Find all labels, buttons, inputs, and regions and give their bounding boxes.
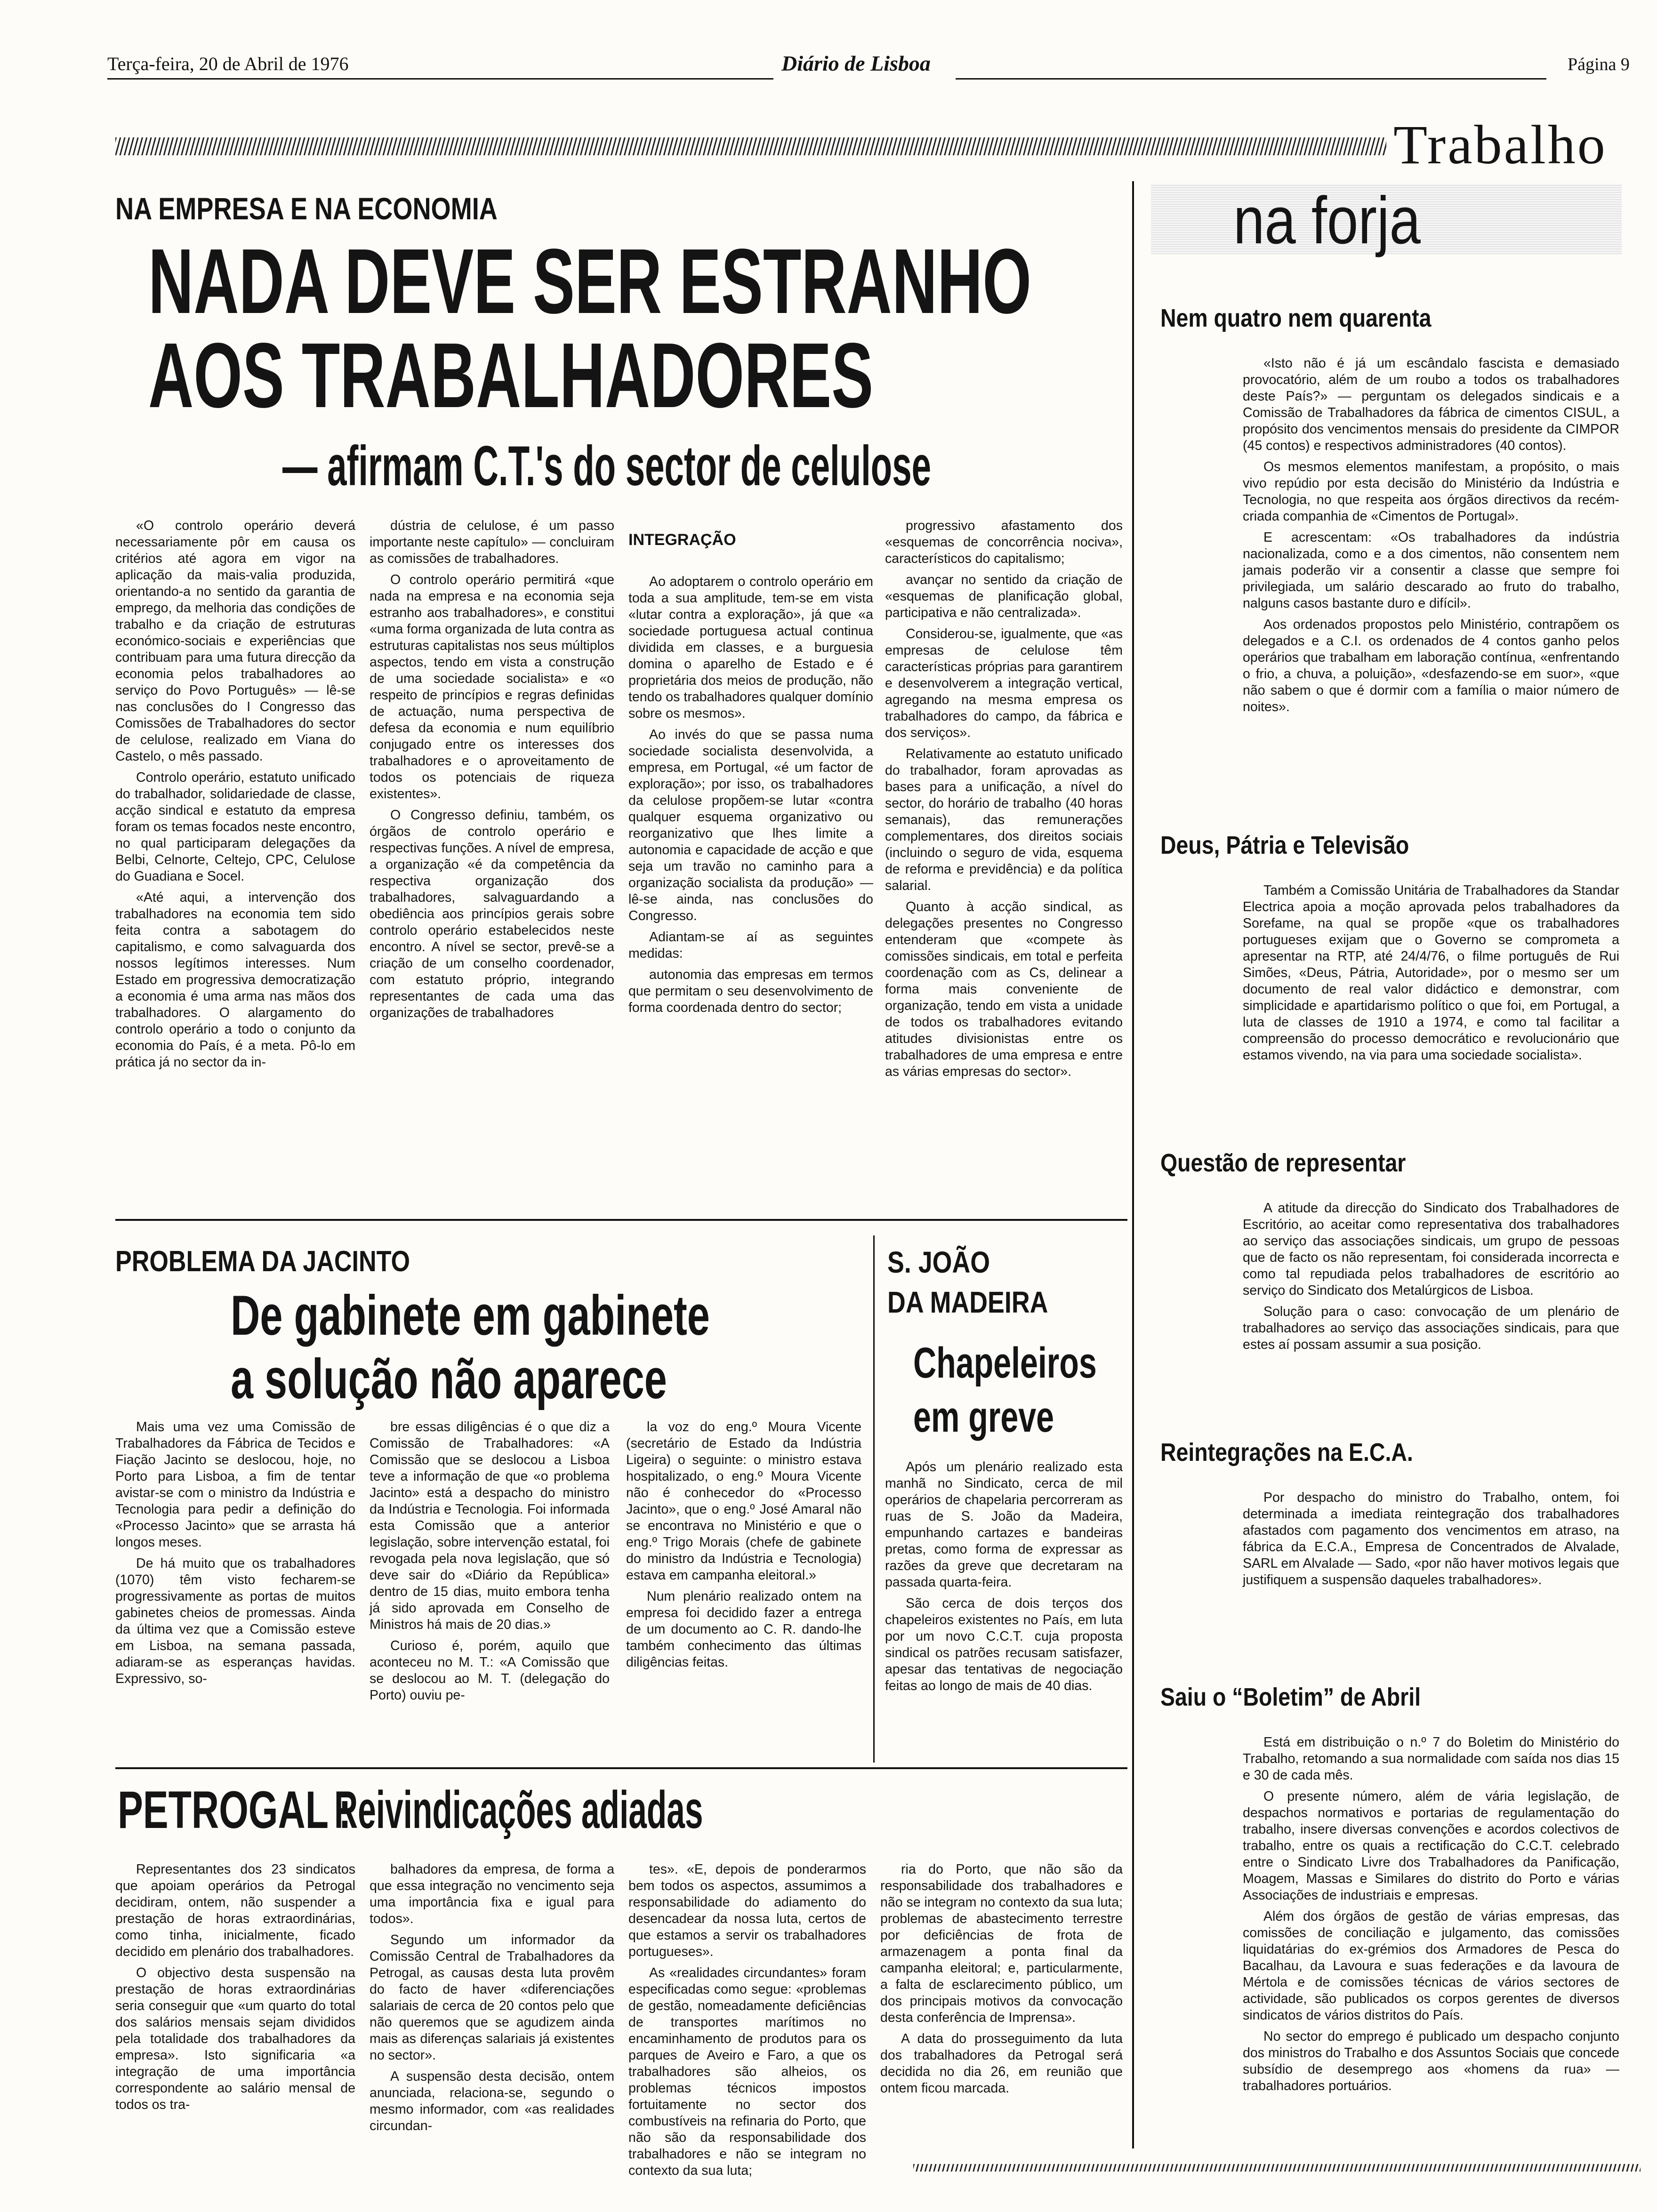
paragraph: Relativamente ao estatuto unificado do trabalhador, foram aprovadas as bases para a unificação, a nível do sector, do horário de trabalho (40 horas semanais), das remunerações complementares, dos direitos sociais (incluindo o seguro de vida, esquema de reforma e previdência) e da política salarial. [885,746,1123,893]
paragraph: dústria de celulose, é um passo importante neste capítulo» — concluiram as comissões de trabalhadores. [370,518,614,566]
lead-subhead: — afirmam C.T.'s do sector de celulose [282,434,931,497]
jacinto-column-1 [115,1419,355,1758]
paragraph: Os mesmos elementos manifestam, a propósito, o mais vivo repúdio por esta decisão do Ministério da Indústria e Tecnologia, no que respeita aos órgãos directivos da recém-criada companhia de «Cimentos de Portugal». [1243,459,1619,524]
sidebar-s5-title: Saiu o “Boletim” de Abril [1160,1683,1421,1711]
paragraph: autonomia das empresas em termos que permitam o seu desenvolvimento de forma coordenada dentro do sector; [628,967,873,1015]
paragraph: Adiantam-se aí as seguintes medidas: [628,930,873,961]
paragraph: O objectivo desta suspensão na prestação de horas extraordinárias seria conseguir que «um quarto do total dos salários mensais sejam divididos pela totalidade dos trabalhadores da empresa». Isto significaria «a integração de uma importância correspondente ao salário mensal de todos os tra- [115,1965,355,2112]
sidebar-s2-title: Deus, Pátria e Televisão [1160,831,1409,859]
sidebar-s3-text [1243,1200,1619,1407]
paragraph: Por despacho do ministro do Trabalho, ontem, foi determinada a imediata reintegração dos trabalhadores afastados com pagamento dos vencimentos em atraso, na fábrica da E.C.A., Empresa de Concentrados de Alvalade, SARL em Alvalade — Sado, «por não haver motivos legais que justifiquem a suspensão daqueles trabalhadores». [1243,1490,1619,1587]
lead-column-2 [370,518,614,1200]
lead-column-3 [628,518,873,1200]
paragraph: «O controlo operário deverá necessariamente pôr em causa os critérios até agora em vigor na aplicação da mais-valia produzida, orientando-a no sentido da garantia de emprego, da melhoria das condições de trabalho e da criação de estruturas económico-sociais e experiências que contribuam para uma futura direcção da economia pelos trabalhadores ao serviço do Povo Português» — lê-se nas conclusões do I Congresso das Comissões de Trabalhadores do sector de celulose, realizado em Viana do Castelo, o mês passado. [115,518,355,764]
jacinto-kicker: PROBLEMA DA JACINTO [115,1245,410,1278]
sidebar-s2-text [1243,882,1619,1146]
paragraph: Controlo operário, estatuto unificado do trabalhador, solidariedade de classe, acção sindical e estatuto da empresa foram os temas focados neste encontro, no qual participaram delegações da Belbi, Celnorte, Celtejo, CPC, Celulose do Guadiana e Socel. [115,770,355,884]
sidebar-box-title: na forja [1233,183,1421,258]
jacinto-column-3 [626,1419,861,1758]
paragraph: São cerca de dois terços dos chapeleiros existentes no País, em luta por um novo C.C.T. cuja proposta sindical os patrões recusam satisfazer, apesar das tentativas de negociação feitas ao longo de mais de 40 dias. [885,1596,1123,1693]
sjoao-kicker-line1: S. JOÃO [887,1245,990,1279]
paragraph: la voz do eng.º Moura Vicente (secretário de Estado da Indústria Ligeira) o seguinte: o ministro estava hospitalizado, o eng.º Moura Vicente não é conhecedor do «Processo Jacinto», que o eng.º José Amaral não se encontrava no Ministério e que o eng.º Trigo Morais (chefe de gabinete do ministro da Indústria e Tecnologia) estava em campanha eleitoral.» [626,1419,861,1583]
masthead-rule-right [956,78,1546,80]
paragraph: A atitude da direcção do Sindicato dos Trabalhadores de Escritório, ao aceitar como representativa dos trabalhadores ao serviço das associações sindicais, um grupo de pessoas que de facto os não representam, foi considerada incorrecta e como tal repudiada pelos trabalhadores de escritório ao serviço do Sindicato dos Metalúrgicos de Lisboa. [1243,1201,1619,1298]
paragraph: Mais uma vez uma Comissão de Trabalhadores da Fábrica de Tecidos e Fiação Jacinto se deslocou, hoje, no Porto para Lisboa, a fim de tentar avistar-se com o ministro da Indústria e Tecnologia para pedir a definição do «Processo Jacinto» que se arrasta há longos meses. [115,1419,355,1550]
sidebar-divider [1132,181,1134,2148]
petrogal-column-2 [370,1861,614,2163]
sjoao-kicker-line2: DA MADEIRA [887,1285,1048,1319]
sidebar-s1-title: Nem quatro nem quarenta [1160,304,1432,332]
paragraph: Está em distribuição o n.º 7 do Boletim do Ministério do Trabalho, retomando a sua normalidade com saída nos dias 15 e 30 de cada mês. [1243,1735,1619,1783]
paragraph: Considerou-se, igualmente, que «as empresas de celulose têm características próprias para garantirem e desenvolverem a integração vertical, agregando na mesma empresa os trabalhadores do campo, da fábrica e dos serviços». [885,626,1123,740]
paragraph: O Congresso definiu, também, os órgãos de controlo operário e respectivas funções. A nível de empresa, a organização «é da competência da respectiva organização dos trabalhadores, salvaguardando a obediência aos princípios gerais sobre controlo operário estabelecidos neste encontro. A nível se sector, prevê-se a criação de um conselho coordenador, com estatuto próprio, integrando representantes de cada uma das organizações de trabalhadores [370,808,614,1020]
paragraph: Aos ordenados propostos pelo Ministério, contrapõem os delegados e a C.I. os ordenados de 4 contos ganho pelos operários que trabalham em laboração contínua, «enfrentando o frio, a chuva, a poluição», «desfazendo-se em suor», «que não sabem o que é dormir com a família o maior número de noites». [1243,617,1619,714]
lead-headline-line2: AOS TRABALHADORES [148,324,874,427]
sidebar-s3-title: Questão de representar [1160,1149,1406,1177]
paragraph: A suspensão desta decisão, ontem anunciada, relaciona-se, segundo o mesmo informador, com «as realidades circundan- [370,2069,614,2133]
jacinto-column-2 [370,1419,610,1758]
jacinto-headline-line1: De gabinete em gabinete [231,1284,710,1347]
sjoao-divider [873,1235,875,1763]
paragraph: Ao invés do que se passa numa sociedade socialista desenvolvida, a empresa, em Portugal, «é um factor de exploração»; por isso, os trabalhadores da celulose propõem-se lutar «contra qualquer esquema organizativo ou reorganizativo que lhes limite a autonomia e capacidade de acção e que seja um travão no caminho para a organização socialista da produção» — lê-se ainda, nas conclusões do Congresso. [628,727,873,923]
petrogal-column-3 [628,1861,866,2178]
masthead-rule-left [107,78,773,80]
paragraph: Curioso é, porém, aquilo que aconteceu no M. T.: «A Comissão que se deslocou ao M. T. (delegação do Porto) ouviu pe- [370,1638,610,1703]
paragraph: A data do prosseguimento da luta dos trabalhadores da Petrogal será decidida no dia 26, em reunião que ontem ficou marcada. [880,2031,1123,2096]
paragraph: E acrescentam: «Os trabalhadores da indústria nacionalizada, como e a dos cimentos, não consentem nem jamais poderão vir a consentir a classe que sempre foi privilegiada, um salário descarado ao fruto do trabalho, nalguns casos bastante duro e difícil». [1243,530,1619,611]
paragraph: Além dos órgãos de gestão de várias empresas, das comissões de conciliação e julgamento, das comissões liquidatárias do ex-grémios dos Armadores de Pesca do Bacalhau, da Lavoura e suas federações e da lavoura de Mértola e de comissões técnicas de vários sectores de actividade, são publicados os corpos gerentes de diversos sindicatos de vários distritos do País. [1243,1909,1619,2023]
paragraph: bre essas diligências é o que diz a Comissão de Trabalhadores: «A Comissão que se deslocou a Lisboa teve a informação de que «o problema Jacinto» está a despacho do ministro da Indústria e Tecnologia. Foi informada esta Comissão que a anterior legislação, sobre intervenção estatal, foi revogada pela nova legislação, que só deve sair do «Diário da República» dentro de 15 dias, muito embora tenha já sido aprovada em Conselho de Ministros há mais de 20 dias.» [370,1419,610,1632]
paragraph: De há muito que os trabalhadores (1070) têm visto fecharem-se progressivamente as portas de muitos gabinetes cheios de promessas. Ainda da última vez que a Comissão esteve em Lisboa, na semana passada, adiaram-se as esperanças havidas. Expressivo, so- [115,1556,355,1686]
section-title: Trabalho [1393,114,1607,176]
paragraph: «Até aqui, a intervenção dos trabalhadores na economia tem sido feita contra a sabotagem do capitalismo, e como salvaguarda dos nossos legítimos interesses. Num Estado em progressiva democratização a economia é uma arma nas mãos dos trabalhadores. O alargamento do controlo operário a todo o conjunto da economia do País, é a meta. Pô-lo em prática já no sector da in- [115,890,355,1070]
paragraph: O controlo operário permitirá «que nada na empresa e na economia seja estranho aos trabalhadores», e constitui «uma forma organizada de luta contra as estruturas capitalistas nos seus múltiplos aspectos, tendo em vista a construção de uma sociedade socialista» e «o respeito de princípios e regras definidas de actuação, numa perspectiva de defesa da economia e num equilíbrio conjugado entre os interesses dos trabalhadores e o aproveitamento de todos os potenciais de riqueza existentes». [370,572,614,801]
lead-kicker: NA EMPRESA E NA ECONOMIA [115,191,498,226]
paragraph: No sector do emprego é publicado um despacho conjunto dos ministros do Trabalho e dos Assuntos Sociais que concede subsídio de desemprego aos «homens da rua» — trabalhadores portuários. [1243,2029,1619,2093]
masthead-paper-name: Diário de Lisboa [781,51,931,75]
masthead-date: Terça-feira, 20 de Abril de 1976 [107,53,349,74]
petrogal-top-rule [115,1767,1127,1769]
masthead [0,0,1657,89]
masthead-page-number: Página 9 [1568,55,1630,74]
lead-column-4 [885,518,1123,1200]
petrogal-headline-name: PETROGAL : [118,1780,351,1839]
paragraph: tes». «E, depois de ponderarmos bem todos os aspectos, assumimos a responsabilidade do adiamento do desencadear da nossa luta, certos de que estamos a servir os trabalhadores portugueses». [628,1862,866,1959]
lead-column-1 [115,518,355,1200]
paragraph: As «realidades circundantes» foram especificadas como segue: «problemas de gestão, nomeadamente deficiências de transportes marítimos no encaminhamento de produtos para os parques de Aveiro e Faro, a que os trabalhadores são alheios, os problemas técnicos impostos fortuitamente no sector dos combustíveis na refinaria do Porto, que não são da responsabilidade dos trabalhadores e não se integram no contexto da sua luta; [628,1965,866,2178]
petrogal-column-1 [115,1861,355,2163]
paragraph: Num plenário realizado ontem na empresa foi decidido fazer a entrega de um documento ao C. R. dando-lhe também conhecimento das últimas diligências feitas. [626,1589,861,1670]
paragraph: Após um plenário realizado esta manhã no Sindicato, cerca de mil operários de chapelaria percorreram as ruas de S. João da Madeira, empunhando cartazes e bandeiras pretas, como forma de expressar as razões da greve que decretaram na passada quarta-feira. [885,1459,1123,1590]
petrogal-headline-rest: Reivindicações adiadas [334,1780,703,1839]
sjoao-headline-line2: em greve [913,1393,1054,1441]
page-bottom-hatch [913,2164,1641,2172]
sidebar-s1-text [1243,355,1619,793]
paragraph: «Isto não é já um escândalo fascista e demasiado provocatório, além de um roubo a todos os trabalhadores deste País?» — perguntam os delegados sindicais e a Comissão de Trabalhadores da fábrica de cimentos CISUL, a propósito dos vencimentos mensais do presidente da CIMPOR (45 contos) e respectivos administradores (40 contos). [1243,356,1619,453]
sidebar-s4-title: Reintegrações na E.C.A. [1160,1438,1413,1467]
sidebar-s4-text [1243,1490,1619,1659]
paragraph: avançar no sentido da criação de «esquemas de planificação global, participativa e não centralizada». [885,572,1123,620]
lead-headline-line1: NADA DEVE SER ESTRANHO [148,230,1032,333]
paragraph: Segundo um informador da Comissão Central de Trabalhadores da Petrogal, as causas desta luta provêm do facto de haver «diferenciações salariais de cerca de 20 contos pelo que não queremos que se agudizem ainda mais as diferenças salariais já existentes no sector». [370,1932,614,2063]
paragraph: Quanto à acção sindical, as delegações presentes no Congresso entenderam que «compete às comissões sindicais, em total e perfeita coordenação com as Cs, delinear a forma mais conveniente de organização, tendo em vista a unidade de todos os trabalhadores evitando atitudes divisionistas entre os trabalhadores de uma empresa e entre as várias empresas do sector». [885,899,1123,1079]
petrogal-column-4 [880,1861,1123,2163]
paragraph: O presente número, além de vária legislação, de despachos normativos e portarias de regulamentação do trabalho, insere diversas convenções e acordos colectivos de trabalho, entre os quais a rectificação do C.C.T. celebrado entre o Sindicato Livre dos Trabalhadores da Panificação, Moagem, Massas e Similares do distrito do Porto e várias Associações de industriais e empresas. [1243,1789,1619,1903]
section-hatch-bar [115,137,1386,155]
lead-column-3-text [628,574,873,1200]
sidebar-title-box [1151,183,1622,258]
lead-section-heading: INTEGRAÇÃO [628,531,736,549]
paragraph: progressivo afastamento dos «esquemas de concorrência nociva», característicos do capitalismo; [885,518,1123,566]
paragraph: Ao adoptarem o controlo operário em toda a sua amplitude, tem-se em vista «lutar contra a exploração», já que «a sociedade portuguesa actual continua dividida em classes, e a burguesia domina o aparelho de Estado e é proprietária dos meios de produção, não tendo os trabalhadores qualquer domínio sobre os mesmos». [628,574,873,721]
paragraph: balhadores da empresa, de forma a que essa integração no vencimento seja uma importância fixa e igual para todos». [370,1862,614,1926]
paragraph: ria do Porto, que não são da responsabilidade dos trabalhadores e não se integram no contexto da sua luta; problemas de abastecimento terrestre por deficiências de frota de armazenagem a ponta final da campanha eleitoral; e, particularmente, a falta de esclarecimento público, um dos principais motivos da convocação desta conferência de Imprensa». [880,1862,1123,2025]
jacinto-headline-line2: a solução não aparece [231,1347,667,1411]
paragraph: Solução para o caso: convocação de um plenário de trabalhadores ao serviço das associações sindicais, para que estes aí possam assumir a sua posição. [1243,1304,1619,1352]
lead-bottom-rule [115,1219,1127,1221]
paragraph: Também a Comissão Unitária de Trabalhadores da Standar Electrica apoia a moção aprovada pelos trabalhadores da Sorefame, na qual se propõe «que os trabalhadores portugueses exijam que o Governo se comprometa a apresentar na RTP, até 24/4/76, o filme português de Rui Simões, «Deus, Pátria, Autoridade», por o mesmo ser um documento de real valor didáctico e demonstrar, com simplicidade e apartidarismo político o que foi, em Portugal, a luta de classes de 1910 a 1974, e como tal facilitar a compreensão do processo democrático e revolucionário que estamos vivendo, na via para uma sociedade socialista». [1243,883,1619,1063]
sjoao-text [885,1459,1123,1760]
sjoao-headline-line1: Chapeleiros [913,1339,1097,1387]
sidebar [1151,179,1641,2156]
paragraph: Representantes dos 23 sindicatos que apoiam operários da Petrogal decidiram, ontem, não suspender a prestação de horas extraordinárias, como tinha, inicialmente, ficado decidido em plenário dos trabalhadores. [115,1862,355,1959]
sidebar-s5-text [1243,1734,1619,2148]
